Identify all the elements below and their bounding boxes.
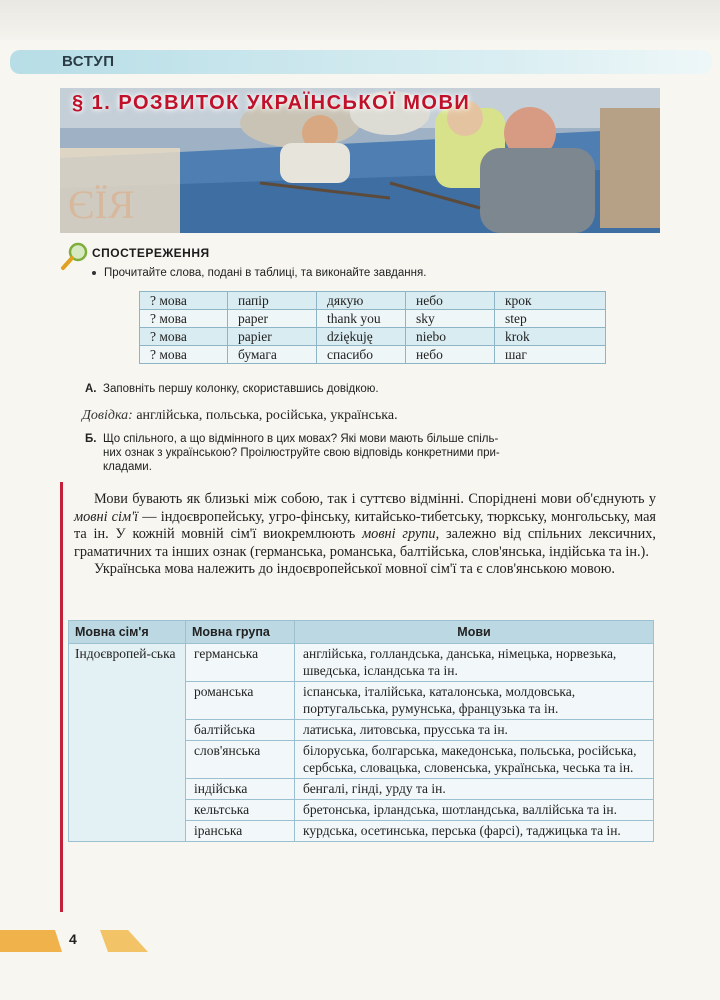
language-table (68, 620, 654, 842)
reference-label: Довідка: (82, 408, 133, 423)
section-bar (10, 50, 712, 74)
table-cell: step (495, 310, 606, 328)
observation-task (92, 267, 426, 279)
table-cell: thank you (317, 310, 406, 328)
lesson-title: § 1. РОЗВИТОК УКРАЇНСЬКОЇ МОВИ (72, 92, 471, 114)
languages-cell: іспанська, італійська, каталонська, молдовська, португальська, румунська, французька та ін. (295, 682, 654, 720)
header-family: Мовна сім'я (69, 621, 186, 644)
top-shade (0, 0, 720, 40)
table-header-row (69, 621, 654, 644)
task-b-line: Що спільного, а що відмінного в цих мовах? Які мови мають більше спіль- (103, 433, 499, 445)
languages-cell: латиська, литовська, прусська та ін. (295, 720, 654, 741)
term-language-family: мовні сім'ї (74, 508, 139, 525)
task-b-text (103, 432, 605, 474)
languages-cell: англійська, голландська, данська, німецька, норвезька, шведська, ісландська та ін. (295, 644, 654, 682)
paragraph-2: Українська мова належить до індоєвропейської мовної сім'ї та є слов'янською мовою. (94, 561, 616, 577)
table-cell: niebo (406, 328, 495, 346)
text-span: — індоєвропейську, угро-фінську, китайсько-тибетську, тюркську, монгольську, мая та ін. У кожній мовній сім'ї виокремлюють (74, 508, 656, 542)
group-cell: кельтська (186, 800, 295, 821)
svg-text:ЄЇЯ: ЄЇЯ (68, 182, 135, 227)
languages-cell: бенгалі, гінді, урду та ін. (295, 779, 654, 800)
group-cell: слов'янська (186, 741, 295, 779)
group-cell: індійська (186, 779, 295, 800)
table-cell: ? мова (140, 328, 228, 346)
magnifier-icon (60, 241, 90, 271)
table-row (140, 328, 606, 346)
observation-heading: СПОСТЕРЕЖЕННЯ (92, 246, 210, 260)
task-a-letter: А. (85, 383, 97, 395)
group-cell: іранська (186, 821, 295, 842)
header-languages: Мови (295, 621, 654, 644)
table-cell: дякую (317, 292, 406, 310)
text-span: , залежно від спільних лексичних, граматичних та інших ознак (германська, романська, балтійська, слов'янська, індійська та ін.). (74, 526, 656, 560)
task-a-text: Заповніть першу колонку, скориставшись довідкою. (103, 383, 379, 395)
table-cell: ? мова (140, 346, 228, 364)
family-cell: Індоєвропей-ська (69, 644, 186, 842)
group-cell: романська (186, 682, 295, 720)
table-row (69, 644, 654, 682)
table-row (140, 292, 606, 310)
table-cell: шаг (495, 346, 606, 364)
group-cell: германська (186, 644, 295, 682)
task-b-line: них ознак з українською? Проілюструйте свою відповідь конкретними при- (103, 447, 500, 459)
table-row (140, 310, 606, 328)
task-a (85, 383, 379, 395)
table-cell: krok (495, 328, 606, 346)
table-cell: ? мова (140, 310, 228, 328)
paragraph-1 (74, 491, 656, 561)
table-cell: ? мова (140, 292, 228, 310)
table-cell: небо (406, 292, 495, 310)
task-b-line: кладами. (103, 461, 152, 473)
table-cell: небо (406, 346, 495, 364)
table-cell: papier (228, 328, 317, 346)
table-cell: dziękuję (317, 328, 406, 346)
table-row (140, 346, 606, 364)
table-cell: папір (228, 292, 317, 310)
task-b-letter: Б. (85, 433, 97, 445)
reference-text: англійська, польська, російська, українська. (136, 408, 398, 423)
section-label: ВСТУП (62, 53, 115, 70)
table-cell: крок (495, 292, 606, 310)
page-number: 4 (69, 931, 77, 947)
text-span: Мови бувають як близькі між собою, так і суттєво відмінні. Споріднені мови об'єднують у (94, 491, 656, 507)
bullet-icon (92, 271, 96, 275)
table-cell: спасибо (317, 346, 406, 364)
task-text: Прочитайте слова, подані в таблиці, та виконайте завдання. (104, 267, 427, 279)
table-cell: sky (406, 310, 495, 328)
word-table (139, 291, 606, 364)
term-language-group: мовні групи (362, 526, 436, 542)
accent-bar (60, 482, 63, 912)
reference-note (82, 408, 398, 424)
main-text (74, 491, 656, 579)
languages-cell: курдська, осетинська, перська (фарсі), таджицька та ін. (295, 821, 654, 842)
languages-cell: бретонська, ірландська, шотландська, валлійська та ін. (295, 800, 654, 821)
table-cell: бумага (228, 346, 317, 364)
group-cell: балтійська (186, 720, 295, 741)
languages-cell: білоруська, болгарська, македонська, польська, російська, сербська, словацька, словенська, українська, чеська та ін. (295, 741, 654, 779)
table-cell: paper (228, 310, 317, 328)
task-b (85, 432, 605, 474)
header-group: Мовна група (186, 621, 295, 644)
